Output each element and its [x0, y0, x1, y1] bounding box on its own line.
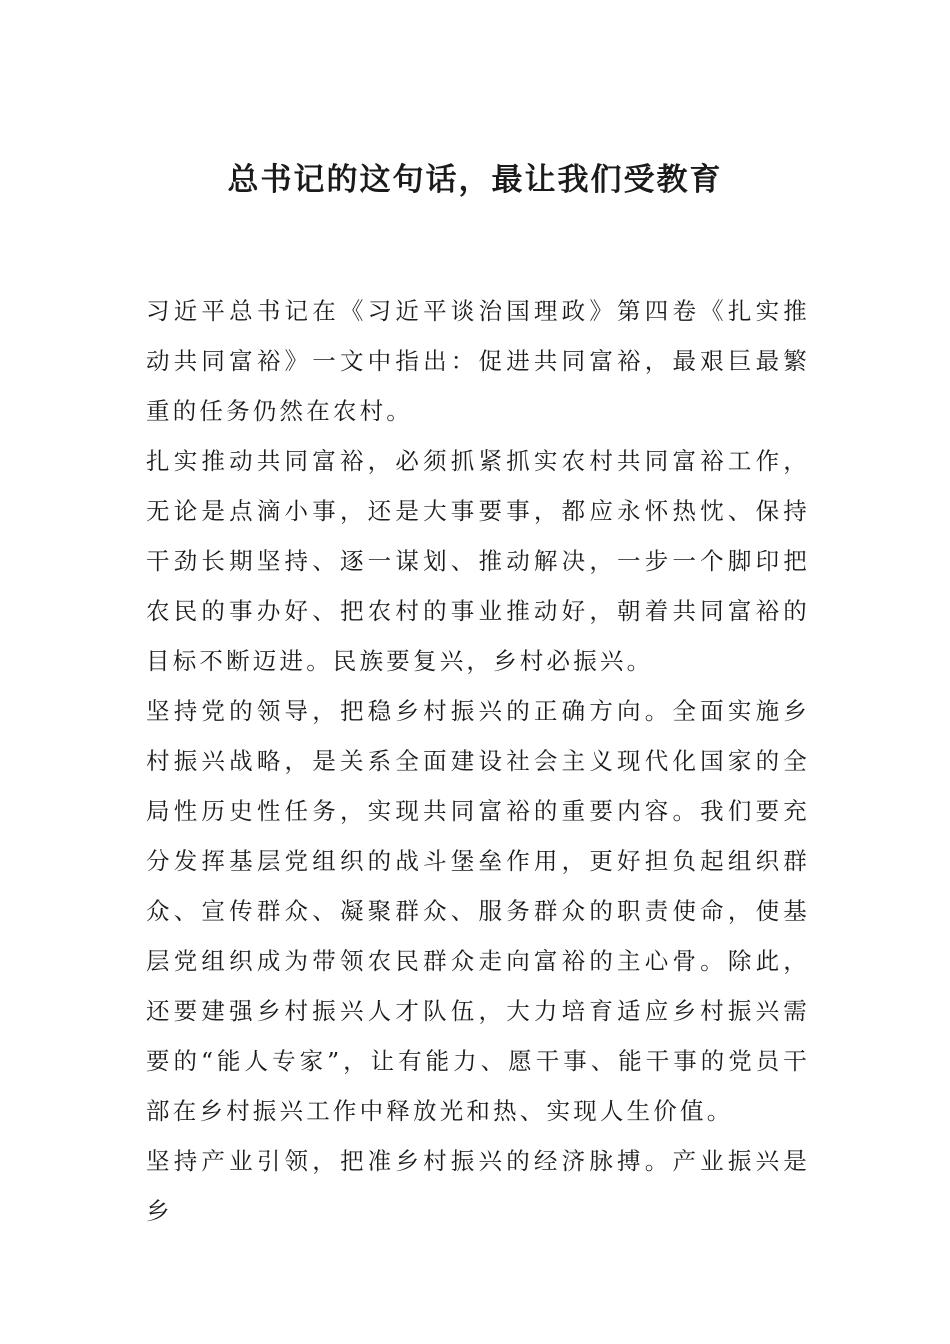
- paragraph: 扎实推动共同富裕，必须抓紧抓实农村共同富裕工作，无论是点滴小事，还是大事要事，都应永怀热忱、保持干劲长期坚持、逐一谋划、推动解决，一步一个脚印把农民的事办好、把农村的事业推动好，朝着共同富裕的目标不断迈进。民族要复兴，乡村必振兴。: [146, 447, 810, 675]
- document-title: 总书记的这句话，最让我们受教育: [227, 162, 723, 198]
- paragraph: 坚持产业引领，把准乡村振兴的经济脉搏。产业振兴是乡: [146, 1147, 810, 1225]
- document-body: [146, 286, 810, 1236]
- paragraph: 习近平总书记在《习近平谈治国理政》第四卷《扎实推动共同富裕》一文中指出：促进共同富裕，最艰巨最繁重的任务仍然在农村。: [146, 297, 810, 425]
- paragraph: 坚持党的领导，把稳乡村振兴的正确方向。全面实施乡村振兴战略，是关系全面建设社会主义现代化国家的全局性历史性任务，实现共同富裕的重要内容。我们要充分发挥基层党组织的战斗堡垒作用，更好担负起组织群众、宣传群众、凝聚群众、服务群众的职责使命，使基层党组织成为带领农民群众走向富裕的主心骨。除此，还要建强乡村振兴人才队伍，大力培育适应乡村振兴需要的“能人专家”，让有能力、愿干事、能干事的党员干部在乡村振兴工作中释放光和热、实现人生价值。: [146, 697, 810, 1125]
